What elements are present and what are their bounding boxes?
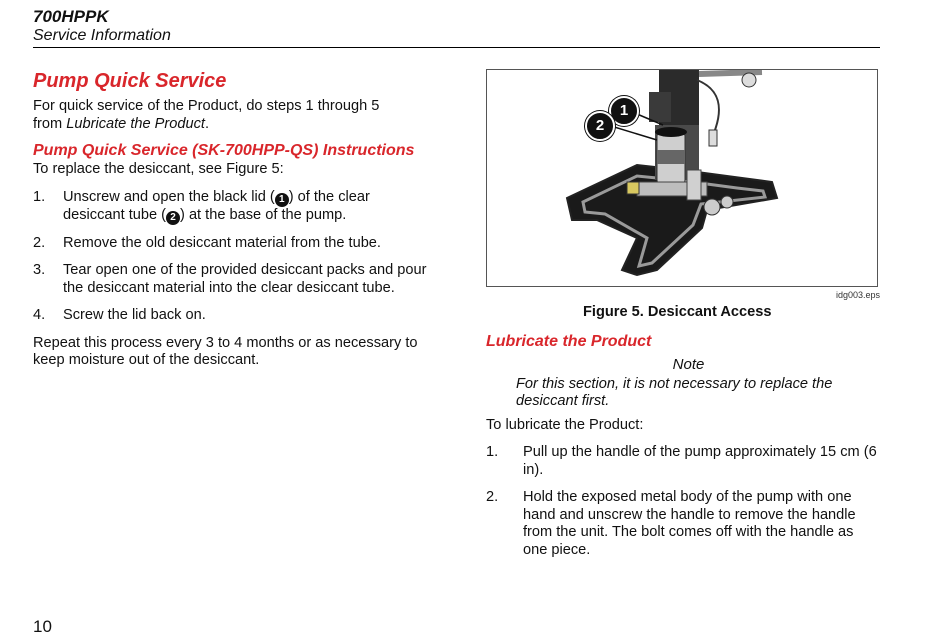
figure-caption: Figure 5. Desiccant Access [583,304,772,320]
step-text-c: ) at the base of the pump. [180,206,347,223]
page-number: 10 [33,617,52,636]
lubricate-steps-list [486,444,881,559]
step-number: 1. [486,444,499,460]
desiccant-steps-list [33,189,433,325]
list-item [33,189,433,225]
header-section: Service Information [33,27,171,44]
figure-callout-1-icon: 1 [609,96,639,126]
header-model: 700HPPK [33,7,109,26]
lubricate-heading: Lubricate the Product [486,333,652,350]
step-text: Hold the exposed metal body of the pump with one hand and unscrew the handle to remove the handle from the unit. The bolt comes off with the handle as one piece. [523,489,856,558]
step-number: 3. [33,262,46,278]
figure-callout-2-icon: 2 [585,111,615,141]
figure-file-id: idg003.eps [836,290,881,300]
step-text: Screw the lid back on. [63,307,206,323]
step-text-a: Unscrew and open the black lid ( [63,188,275,205]
note-title: Note [672,356,705,373]
right-column [486,332,881,569]
lubricate-intro [486,417,881,435]
step-text: Pull up the handle of the pump approximately 15 cm (6 in). [523,444,877,478]
step-text-b: ) of the clear desiccant tube ( [63,188,370,223]
list-item [486,489,881,559]
step-text: Remove the old desiccant material from the tube. [63,234,381,251]
step-number: 1. [33,188,46,205]
intro-end: . [204,115,210,132]
callout-2-icon: 2 [166,211,180,225]
instructions-subheading: Pump Quick Service (SK-700HPP-QS) Instructions [33,142,415,159]
desiccant-figure [486,69,878,287]
list-item [33,262,433,297]
step-number: 4. [33,307,46,323]
callout-1-icon: 1 [275,193,289,207]
intro-paragraph [33,98,433,133]
intro-line1: For quick service of the Product, do steps 1 through 5 [33,98,380,114]
closing-paragraph [33,335,433,370]
step-number: 2. [33,234,46,251]
intro-from: from [33,115,67,132]
header-rule [33,47,880,48]
closing-text: Repeat this process every 3 to 4 months or as necessary to keep moisture out of the desiccant. [33,334,418,368]
pump-illustration [487,70,877,286]
pump-quick-service-heading: Pump Quick Service [33,70,227,92]
desiccant-intro [33,161,433,179]
step-number: 2. [486,489,499,505]
intro-reference-link[interactable]: Lubricate the Product [66,115,205,132]
step-text: Tear open one of the provided desiccant packs and pour the desiccant material into the clear desiccant tube. [63,262,427,296]
list-item [486,444,881,479]
lubricate-intro-text: To lubricate the Product: [486,416,644,433]
left-column [33,68,433,370]
note-body: For this section, it is not necessary to replace the desiccant first. [516,375,833,409]
list-item [33,235,433,253]
list-item [33,307,433,325]
desiccant-intro-text: To replace the desiccant, see Figure 5: [33,161,284,177]
